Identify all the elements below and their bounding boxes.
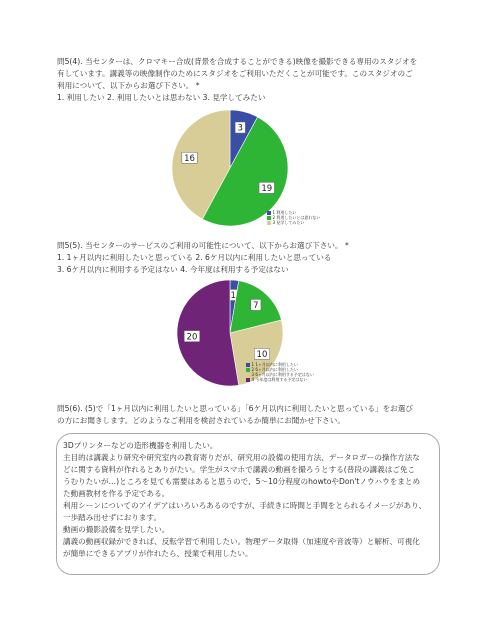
answer-line: 一歩踏み出せずにおります。 bbox=[63, 513, 162, 522]
answer-line: 主目的は講義より研究や研究室内の教育寄りだが、研究用の設備の使用方法、データロガーの操作方法な bbox=[63, 453, 420, 462]
data-label: 16 bbox=[184, 153, 195, 164]
legend-label: 2 6ヶ月以内に利用したい bbox=[251, 367, 298, 372]
free-text-answers-box bbox=[56, 433, 440, 575]
question-5-6 bbox=[57, 403, 447, 427]
data-label: 19 bbox=[261, 184, 273, 195]
legend-item bbox=[246, 377, 314, 382]
answer-line: が簡単にできるアプリが作れたら、授業で利用したい。 bbox=[63, 549, 253, 558]
question-options: 1. 1ヶ月以内に利用したいと思っている 2. 6ケ月以内に利用したいと思っている bbox=[57, 253, 332, 262]
legend-label: 2 利用したいとは思わない bbox=[272, 215, 321, 220]
question-line: 有しています。講義等の映像制作のためにスタジオをご利用いただくことが可能です。このスタジオのご bbox=[57, 69, 413, 78]
legend-q5-4 bbox=[267, 210, 320, 225]
data-label: 3 bbox=[237, 123, 243, 134]
legend-q5-5 bbox=[246, 362, 314, 382]
legend-swatch bbox=[267, 221, 271, 225]
data-label: 20 bbox=[186, 332, 198, 343]
legend-swatch bbox=[246, 363, 250, 367]
legend-label: 3 見学してみたい bbox=[272, 220, 305, 225]
legend-label: 4 今年度は利用する予定はない bbox=[251, 377, 308, 382]
answer-line: 3Dプリンターなどの造形機器を利用したい。 bbox=[63, 441, 218, 450]
legend-swatch bbox=[246, 378, 250, 382]
question-line: 問5(4). 当センターは、クロマキー合成(背景を合成することができる)映像を撮影できる専用のスタジオを bbox=[57, 57, 418, 66]
legend-label: 3 6ヶ月以内に利用する予定はない bbox=[251, 372, 314, 377]
question-line: 問5(6). (5)で「1ヶ月以内に利用したいと思っている」「6ケ月以内に利用したいと思っている」をお選び bbox=[57, 404, 413, 413]
question-5-4 bbox=[57, 56, 447, 104]
answer-line: どに関する資料が作れるとありがたい。学生がスマホで講義の動画を撮ろうとする(普段の講義はご免こ bbox=[63, 465, 416, 474]
answer-line: た動画教材を作る予定である。 bbox=[63, 489, 170, 498]
answer-line: 動画の撮影設備を見学したい。 bbox=[63, 525, 170, 534]
legend-swatch bbox=[267, 216, 271, 220]
legend-swatch bbox=[246, 373, 250, 377]
question-line: の方にお聞きします。どのようなご利用を検討されているか簡単にお聞かせ下さい。 bbox=[57, 416, 345, 425]
data-label: 10 bbox=[256, 350, 268, 361]
legend-swatch bbox=[267, 211, 271, 215]
question-line: 利用について、以下からお選び下さい。 * bbox=[57, 81, 200, 90]
legend-label: 1 利用したい bbox=[272, 210, 297, 215]
question-options: 3. 6ケ月以内に利用する予定はない 4. 今年度は利用する予定はない bbox=[57, 265, 289, 274]
question-line: 問5(5). 当センターのサービスのご利用の可能性について、以下からお選び下さい。 * bbox=[57, 241, 349, 250]
question-options: 1. 利用したい 2. 利用したいとは思わない 3. 見学してみたい bbox=[57, 93, 266, 102]
answer-line: 利用シーンについてのアイデアはいろいろあるのですが、手続きに時間と手間をとられるイメージがあり、 bbox=[63, 501, 427, 510]
answer-line: 講義の動画収録ができれば、反転学習で利用したい。物理データ取得（加速度や音波等）と解析、可視化 bbox=[63, 537, 420, 546]
legend-label: 1 1ヶ月以内に利用したい bbox=[251, 362, 298, 367]
legend-swatch bbox=[246, 368, 250, 372]
legend-item bbox=[267, 220, 320, 225]
answer-line: うむりたいが…)ところを見ても需要はあると思うので、5～10分程度のhowtoやDon'tノウハウをまとめ bbox=[63, 477, 421, 486]
data-label: 1 bbox=[230, 291, 236, 302]
question-5-5 bbox=[57, 240, 447, 276]
data-label: 7 bbox=[253, 301, 259, 312]
